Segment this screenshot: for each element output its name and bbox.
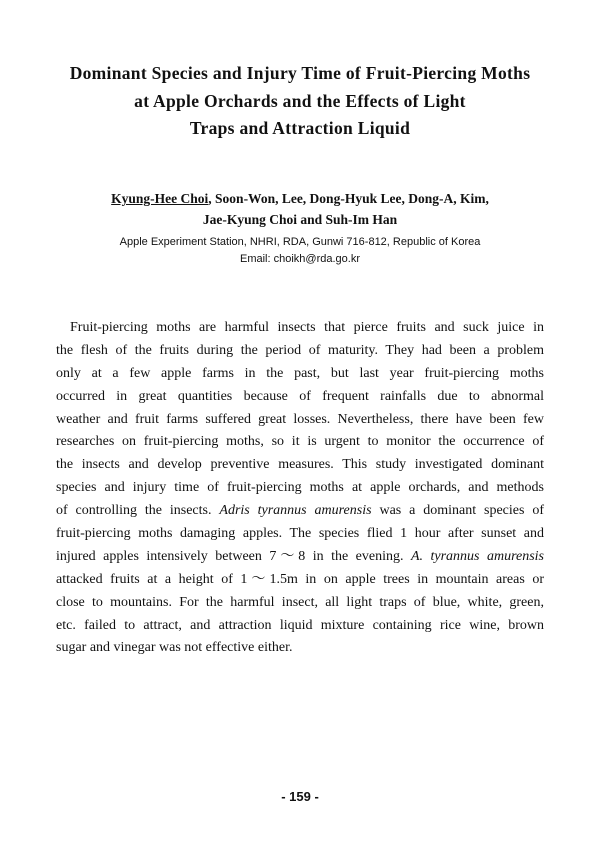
first-author: Kyung-Hee Choi bbox=[111, 191, 209, 206]
abstract-line: attacked fruits at a height of 1～1.5m in on apple trees in mountain areas or bbox=[56, 571, 544, 587]
title-line-1: Dominant Species and Injury Time of Fruit-Piercing Moths bbox=[69, 63, 531, 83]
abstract-line: sugar and vinegar was not effective either. bbox=[56, 640, 293, 656]
abstract-line: etc. failed to attract, and attraction liquid mixture containing rice wine, brown bbox=[56, 617, 544, 633]
abstract-line: close to mountains. For the harmful insect, all light traps of blue, white, green, bbox=[56, 594, 544, 610]
species-name: Adris tyrannus amurensis bbox=[219, 503, 372, 519]
abstract-line: researches on fruit-piercing moths, so it is urgent to monitor the occurrence of bbox=[56, 434, 544, 450]
abstract-line: species and injury time of fruit-piercing moths at apple orchards, and methods bbox=[56, 480, 544, 496]
abstract-text: of controlling the insects. bbox=[56, 503, 220, 519]
abstract-line: only at a few apple farms in the past, but last year fruit-piercing moths bbox=[56, 365, 544, 381]
abstract-line: the flesh of the fruits during the period of maturity. They had been a problem bbox=[56, 342, 544, 358]
abstract-line: occurred in great quantities because of frequent rainfalls due to abnormal bbox=[56, 388, 544, 404]
abstract-text: injured apples intensively between 7～8 in the evening. bbox=[56, 548, 411, 564]
abstract-line: the insects and develop preventive measures. This study investigated dominant bbox=[56, 457, 544, 473]
abstract-line: weather and fruit farms suffered great losses. Nevertheless, there have been few bbox=[56, 411, 544, 427]
affiliation: Apple Experiment Station, NHRI, RDA, Gunwi 716-812, Republic of Korea bbox=[119, 236, 481, 248]
abstract-text: was a dominant species of bbox=[371, 503, 544, 519]
abstract-line bbox=[56, 546, 544, 569]
email: Email: choikh@rda.go.kr bbox=[240, 253, 360, 265]
species-name: A. tyrannus amurensis bbox=[410, 548, 545, 564]
affiliation-block bbox=[40, 234, 560, 268]
abstract-line bbox=[56, 500, 544, 523]
author-list bbox=[40, 188, 560, 230]
title-line-2: at Apple Orchards and the Effects of Light bbox=[134, 90, 466, 111]
title-line-3: Traps and Attraction Liquid bbox=[189, 118, 411, 138]
paper-title bbox=[40, 60, 560, 143]
abstract-line: fruit-piercing moths damaging apples. The species flied 1 hour after sunset and bbox=[56, 526, 544, 542]
abstract bbox=[56, 317, 544, 660]
page-number: - 159 - bbox=[281, 789, 319, 804]
co-authors-line-1: , Soon-Won, Lee, Dong-Hyuk Lee, Dong-A, Kim, bbox=[208, 191, 489, 206]
abstract-line: Fruit-piercing moths are harmful insects that pierce fruits and suck juice in bbox=[70, 320, 544, 335]
author-line-2: Jae-Kyung Choi and Suh-Im Han bbox=[202, 212, 398, 227]
author-line-1 bbox=[40, 188, 560, 209]
